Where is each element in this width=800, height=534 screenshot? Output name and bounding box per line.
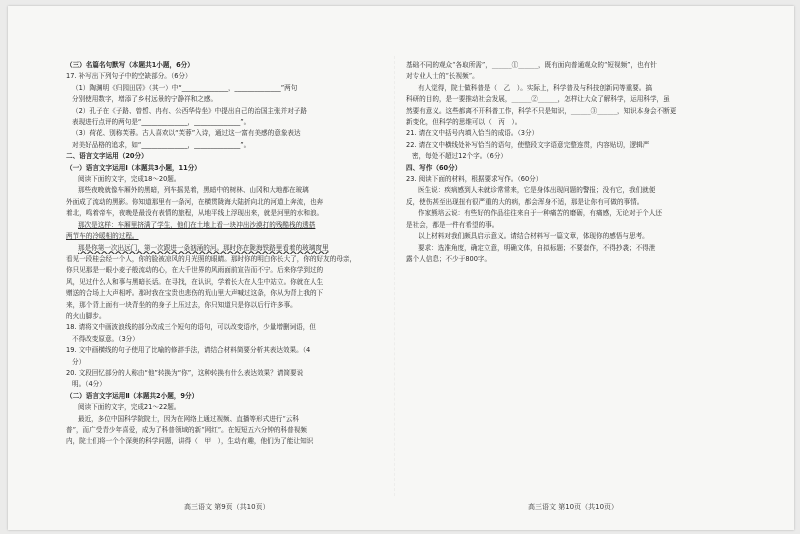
question-20: 20. 文段回忆部分的人称由“他”转换为“你”，这种转换有什么表达效果？请简要说	[66, 368, 304, 377]
text-line: 明。（4分）	[72, 380, 106, 389]
instruction: 阅读下面的文字，完成18～20题。	[78, 175, 181, 184]
passage-line: 着北，鸣着帝车，夜晚是最没有表情的旅程，从地平线上浮现出来，就是河里的水和浪。	[66, 209, 324, 218]
material-line: 是社会，都是一件有希望的事。	[406, 220, 499, 229]
passage-line: 普”，而广受青少年喜爱，成为了科普领域的新“网红”。在短短五六分钟的科普视频	[66, 426, 307, 434]
passage-line: 风，见过什么人和事与黑暗长话。在寻找，在认识，学着长大在人生中站立。你就在人生	[66, 277, 324, 286]
question-21: 21. 请在文中括号内填入恰当的成语。（3分）	[406, 129, 539, 138]
passage-line: 新变化，但科学的思维可以（ 丙 ）。	[406, 118, 522, 127]
right-page-column	[406, 60, 762, 265]
instruction: 阅读下面的文字，完成21～22题。	[78, 403, 181, 412]
passage-line: 那些夜晚就像车厢外的黑暗，列车摇晃着，黑暗中的树林、山冈和大地都在玻璃	[78, 186, 309, 195]
passage-line: 外面成了流动的黑影。你知道那里有一条河，在横贯陇海大陆折向北的河道上奔流，也奔	[66, 197, 324, 206]
passage-line: 的火山脚步。	[66, 311, 106, 320]
material-line: 作家熊培云说：有些好的作品往往来自于一种痛苦的磨砺，有痛感，无论对于个人还	[418, 209, 662, 218]
material-line: 医生说：疾病感到人未就诊常常来，它是身体出现问题的警报；没有它，我们就便	[418, 186, 656, 195]
question-17: 17. 补写出下列句子中的空缺部分。（6分）	[66, 72, 192, 81]
section-heading: （三）名篇名句默写（本题共1小题，6分）	[66, 61, 194, 69]
left-page-column	[66, 60, 422, 448]
passage-line-underlined: 两节车的冷暖相的过程。	[66, 232, 139, 241]
passage-line: 看见一段桂会经一个人，你的脸被凉风的月光照的眼睛。那时你的明白你长大了，你的好友的母亲，	[66, 254, 357, 263]
passage-line: 内，院士们将一个个深奥的科学问题，讲得（ 甲 ），生动有趣，他们为了能让知识	[66, 437, 314, 446]
part-heading: 二、语言文字运用（20分）	[66, 152, 148, 161]
subsection-heading: （二）语言文字运用Ⅱ（本题共2小题，9分）	[66, 391, 199, 400]
text-line: 密，每处不超过12个字。（6分）	[412, 152, 508, 161]
text-line: 不得改变原意。（3分）	[72, 334, 139, 343]
passage-line: 最近，多位中国科学院院士，因为在网络上通过视频、直播等形式进行“云科	[78, 414, 299, 423]
exam-sheet	[8, 6, 794, 530]
question-19: 19. 文中画横线的句子使用了比喻的修辞手法，请结合材料简要分析其表达效果。（4	[66, 346, 311, 355]
text-line: 对美好品格的追求，如“______________，______________”。	[72, 140, 251, 149]
question-22: 22. 请在文中横线处补写恰当的语句，使整段文字语意完整连贯，内容贴切，逻辑严	[406, 140, 650, 149]
subsection-heading: （一）语言文字运用Ⅰ（本题共3小题，11分）	[66, 163, 201, 172]
page-footer-right: 高三语文 第10页（共10页）	[528, 503, 619, 511]
passage-line: 然要有意义。这些都离不开科普工作，科学不只是知识，______③______，知识本身会不断更	[406, 106, 677, 115]
passage-line-wavy: 那是你第一次出远门，第一次跟进一条汹涌的河。那时你在陇海铁路里看着的玻璃窗里	[78, 243, 329, 252]
passage-line: 来，那个背上面有一块背坐的的身子上压过去，你只知道只是你以后行许多事。	[66, 300, 297, 309]
passage-line: 你只见那是一眼小麦子般流动的心，在大千世界的风雨面前宣告而不宁。后来你学到过的	[66, 266, 324, 275]
text-line: 表现进行点评的两句是“______________，______________”。	[72, 118, 251, 127]
passage-line: 有人觉得，院士做科普是（ 乙 ）。实际上，科学普及与科技创新同等重要。搞	[418, 83, 653, 92]
text-line: 分）	[72, 357, 86, 366]
material-line: 反，使伤甚至出现扭有很严重的大的病，都会浑身不适，那是让你有可做的事情。	[406, 197, 644, 206]
passage-line: 对专业人士的“长视频”。	[406, 72, 479, 81]
passage-line: 赠送的合场上大声相呼。那时我在宝贵也悲伤的荒山里大声喊过这条，你从为背上我的下	[66, 289, 324, 298]
question-23: 23. 阅读下面的材料，根据要求写作。（60分）	[406, 175, 543, 184]
text-line: 分别使用数字，增添了乡村远景的宁静祥和之感。	[72, 95, 218, 104]
passage-line: 基础不同的观众“各取所需”，______①______，既有面向普通观众的“短视频”，也有针	[406, 61, 657, 69]
question-17-2: （2）孔子在《子路、曾皙、冉有、公西华侍坐》中提出自己的治国主张并对子路	[72, 106, 307, 115]
question-18: 18. 请将文中画波浪线的部分改成三个短句的语句，可以改变语序，少量增删词语，但	[66, 323, 316, 332]
writing-requirements: 要求：选准角度，确定立意，明确文体，自拟标题；不要套作，不得抄袭；不得泄	[418, 243, 656, 252]
question-17-3: （3）荷花、别称芙蓉。古人喜欢以“芙蓉”入诗，通过这一富有美感的意象表达	[72, 129, 301, 138]
passage-line: 科研的目的，是一要推动社会发展，______②______，怎样让大众了解科学，运用科学，虽	[406, 95, 670, 104]
passage-line-underlined: 那次是这样：车厢里挤满了学生，他们在土地上看一块冲出沙漠打的残酷栈的透搭	[78, 220, 316, 229]
question-17-1: （1）陶渊明《归园田居》（其一）中“______________，______________”两句	[72, 83, 298, 92]
part-heading: 四、写作（60分）	[406, 163, 462, 172]
writing-prompt: 以上材料对我们颇具启示意义。请结合材料写一篇文章，体现你的感悟与思考。	[418, 232, 649, 241]
page-footer-left: 高三语文 第9页（共10页）	[184, 503, 270, 511]
writing-requirements: 露个人信息；不少于800字。	[406, 254, 492, 263]
